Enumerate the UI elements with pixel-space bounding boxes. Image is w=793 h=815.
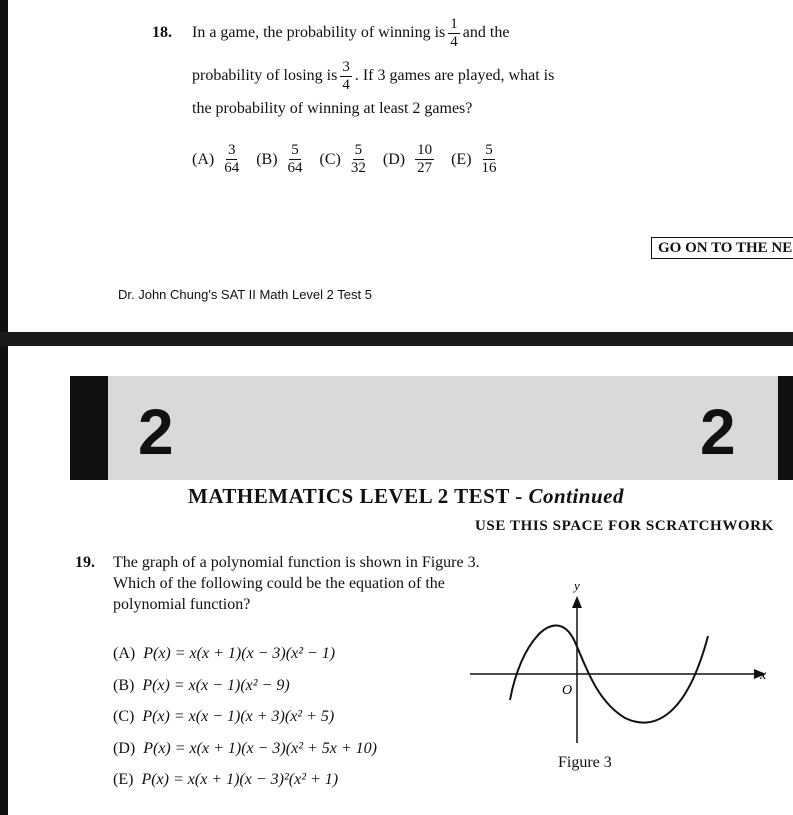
page-left-border [0,0,8,815]
scratchwork-label: USE THIS SPACE FOR SCRATCHWORK [475,518,774,534]
q18-line2b: . If 3 games are played, what is [354,67,555,84]
q19-line3: polynomial function? [113,596,251,613]
banner-right-bar [778,376,793,480]
q18-line3: the probability of winning at least 2 games? [192,100,473,117]
x-axis-label: x [760,668,767,683]
q18-win-fraction: $\frac{1}{4}$ [450,15,458,50]
y-axis-arrow [572,596,582,608]
q18-lose-fraction: $\frac{3}{4}$ [342,58,350,93]
q19-choice-d[interactable]: (D) P(x) = x(x + 1)(x − 3)(x² + 5x + 10) [113,739,378,757]
q18-choice-d[interactable]: (D) $\frac{10}{27}$ [382,142,433,176]
q18-choices [192,142,514,177]
q18-choice-b[interactable]: (B) $\frac{5}{64}$ [256,142,303,176]
question-18 [152,16,592,118]
section-title: MATHEMATICS LEVEL 2 TEST - Continued [188,484,624,508]
figure-3-graph [470,578,780,748]
q18-choice-e[interactable]: (E) $\frac{5}{16}$ [451,142,497,176]
banner-section-number-right: 2 [700,396,736,468]
q18-line1a: In a game, the probability of winning is [192,24,446,41]
q19-choices [113,638,377,796]
q18-line1b: and the [462,24,510,41]
q19-line2: Which of the following could be the equation of the [113,575,445,592]
figure-caption: Figure 3 [558,754,612,771]
q18-choice-a[interactable]: (A) $\frac{3}{64}$ [192,142,240,176]
q19-choice-a[interactable]: (A) P(x) = x(x + 1)(x − 3)(x² − 1) [113,645,336,662]
page-divider [0,332,793,346]
section-banner [70,376,793,480]
q19-choice-c[interactable]: (C) P(x) = x(x − 1)(x + 3)(x² + 5) [113,708,335,725]
q18-number: 18. [152,24,172,41]
go-on-box: GO ON TO THE NE [651,237,793,259]
q18-choice-c[interactable]: (C) $\frac{5}{32}$ [319,142,366,176]
banner-section-number-left: 2 [138,396,174,468]
q19-choice-b[interactable]: (B) P(x) = x(x − 1)(x² − 9) [113,676,290,694]
page-footer: Dr. John Chung's SAT II Math Level 2 Test 5 [118,287,372,302]
q19-choice-e[interactable]: (E) P(x) = x(x + 1)(x − 3)²(x² + 1) [113,771,339,788]
question-19 [75,552,495,615]
banner-left-bar [70,376,108,480]
q18-line2a: probability of losing is [192,67,338,84]
q19-number: 19. [75,554,95,571]
q19-line1: The graph of a polynomial function is shown in Figure 3. [113,554,480,571]
y-axis-label: y [574,578,580,593]
origin-label: O [562,683,573,698]
